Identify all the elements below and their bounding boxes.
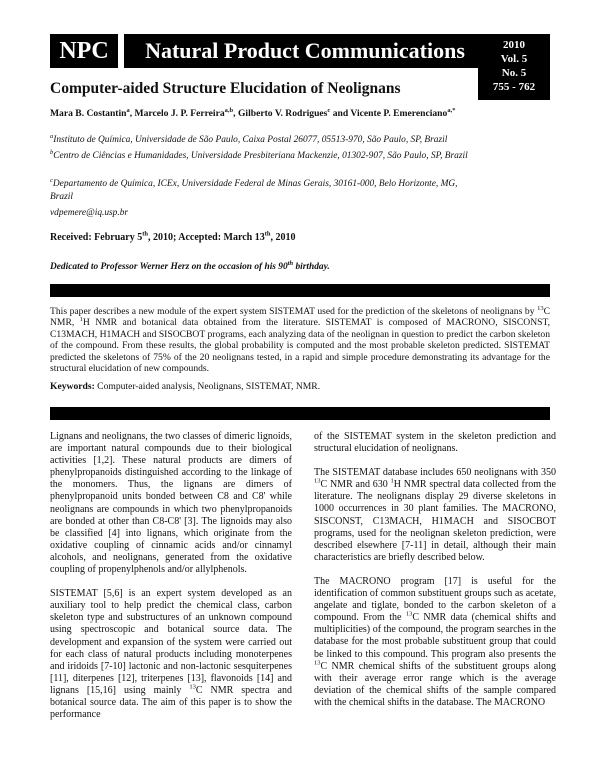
body-paragraph: Lignans and neolignans, the two classes of dimeric lignoids, are important natural compounds due to their biological activities [1,2]. These natural products are dimers of phenylpropanoids distinguished according to the linkage of the monomers. Thus, the lignans are dimers of phenylpropanoid units bonded between C8 and C8' while neolignans are compounds in which two phenylpropanoids are bonded at other than C8-C8' [3]. The lignoids may also be classified [4] into lignans, which originate from the oxidative coupling of cinnamic acids and/or cinnamyl alcohols, and neolignans, generated from the oxidative coupling of propenylphenols and/or allylphenols.	[50, 431, 292, 576]
body-paragraph: of the SISTEMAT system in the skeleton prediction and structural elucidation of neolignans.	[314, 431, 556, 455]
body-paragraph	[50, 588, 292, 721]
affiliation-mark: c	[50, 176, 53, 184]
body-sup: 13	[189, 683, 196, 691]
divider-bar-top	[50, 284, 550, 297]
accepted-year: , 2010	[270, 232, 296, 243]
author-affiliation-mark: a	[126, 106, 130, 114]
author-name: Marcelo J. P. Ferreira	[134, 108, 225, 119]
abstract-text: This paper describes a new module of the expert system SISTEMAT used for the prediction of the skeletons of neolignans by	[50, 306, 538, 317]
author-name: Gilberto V. Rodrigues	[237, 108, 328, 119]
affiliation-mark: a	[50, 132, 54, 140]
body-text: H NMR spectral data collected from the literature. The neolignans display 29 diverse skeletons in 1000 occurrences in 30 plant families. The MACRONO, SISCONST, C13MACH, H1MACH and SISOCBOT programs, used for the neolignan skeleton prediction, were described elsewhere [7-11] in detail, although their main characteristics are briefly described below.	[314, 479, 556, 563]
article-title: Computer-aided Structure Elucidation of Neolignans	[50, 80, 401, 97]
body-sup: 13	[314, 659, 321, 667]
divider-bar-bottom	[50, 407, 550, 420]
dedication-text: Dedicated to Professor Werner Herz on the occasion of his 90	[50, 262, 288, 272]
body-sup: 13	[405, 610, 413, 618]
received-sup: th	[142, 230, 148, 238]
abstract-text: H NMR and botanical data obtained from the literature. SISTEMAT is composed of MACRONO, SISCONST, C13MACH, H1MACH and SISOCBOT programs, each analyzing data of the neolignan in question to predict the carbon skeleton of the compound. From these results, the global probability is computed and the most probable skeleton predicted. SISTEMAT predicted the skeletons of 75% of the 20 neolignans tested, in a rapid and simple procedure demonstrating its advantage for the structural elucidation of new compounds.	[50, 317, 551, 375]
body-paragraph	[314, 467, 556, 564]
keywords-label: Keywords:	[50, 381, 95, 392]
body-text: The SISTEMAT database includes 650 neolignans with 350	[314, 467, 556, 479]
author-affiliation-mark: c	[327, 106, 331, 114]
issue-info-box	[478, 34, 550, 100]
dedication-sup: th	[287, 259, 294, 267]
received-accepted-dates	[50, 232, 296, 243]
body-text: C NMR data (chemical shifts and multiplicities) of the compound, the program searches in the database for the most probable substituent group that could be linked to this compound. This program also presents the	[314, 612, 556, 660]
affiliation-text: Centro de Ciências e Humanidades, Universidade Presbiteriana Mackenzie, 01302-907, São Paulo, SP, Brazil	[53, 151, 468, 161]
abstract	[50, 306, 550, 374]
accepted-label: Accepted: March 13	[178, 232, 265, 243]
received-label: Received: February 5	[50, 232, 143, 243]
abstract-sup: 13	[537, 304, 544, 312]
abstract-text: C NMR,	[50, 306, 550, 329]
body-left-column	[50, 431, 292, 733]
journal-logo: NPC	[50, 34, 118, 68]
journal-title: Natural Product Communications	[124, 34, 486, 68]
affiliation-c	[50, 178, 470, 203]
author-name: Mara B. Costantin	[50, 108, 127, 119]
affiliation-mark: b	[50, 148, 54, 156]
dedication-tail: birthday.	[293, 262, 330, 272]
accepted-sup: th	[264, 230, 271, 238]
body-sup: 13	[314, 477, 321, 485]
abstract-sup: 1	[79, 316, 83, 324]
author-affiliation-mark: a,b	[224, 106, 234, 114]
body-text: SISTEMAT [5,6] is an expert system developed as an auxiliary tool to help predict the chemical class, carbon skeleton type and substructures of an unknown compound using spectroscopic and botanical source data. The development and expansion of the system were carried out for each class of natural products including monoterpenes and iridoids [7-10] lactonic and non-lactonic sesquiterpenes [11], diterpenes [12], triterpenes [13], flavonoids [14] and lignans [15,16] using mainly	[50, 588, 292, 696]
issue-year: 2010	[503, 39, 525, 51]
keywords-text: Computer-aided analysis, Neolignans, SISTEMAT, NMR.	[97, 381, 321, 392]
keywords	[50, 381, 320, 392]
body-text: C NMR and 630	[320, 479, 391, 491]
dedication	[50, 259, 330, 272]
author-separator: ,	[129, 108, 135, 119]
author-name: Vicente P. Emerenciano	[350, 108, 448, 119]
body-text: C NMR spectra and botanical source data. The aim of this paper is to show the performance	[50, 684, 292, 721]
author-separator: ,	[233, 108, 238, 119]
issue-volume: Vol. 5	[500, 53, 528, 65]
body-sup: 1	[390, 477, 394, 485]
issue-number: No. 5	[501, 67, 527, 79]
affiliation-b	[50, 150, 470, 163]
body-text: C NMR chemical shifts of the substituent groups along with their average error range which is the average deviation of the chemical shifts of the sample compared with the chemical shifts in the database. The MACRONO	[314, 660, 556, 708]
body-text: The MACRONO program [17] is useful for the identification of common substituent groups such as acetate, angelate and tiglate, bonded to the carbon skeleton of a compound. From the	[314, 575, 556, 624]
received-year: , 2010;	[147, 232, 179, 243]
affiliation-text: Instituto de Química, Universidade de São Paulo, Caixa Postal 26077, 05513-970, São Paulo, SP, Brazil	[53, 135, 448, 145]
author-separator: and	[330, 108, 351, 119]
issue-pages: 755 - 762	[492, 81, 536, 93]
author-list	[50, 108, 550, 119]
corresponding-email[interactable]: vdpemere@iq.usp.br	[50, 208, 129, 218]
affiliation-a	[50, 134, 470, 147]
body-paragraph	[314, 576, 556, 709]
body-right-column	[314, 431, 556, 721]
affiliation-text: Departamento de Química, ICEx, Universidade Federal de Minas Gerais, 30161-000, Belo Horizonte, MG, Brazil	[50, 179, 458, 202]
author-affiliation-mark: a,*	[447, 106, 456, 114]
